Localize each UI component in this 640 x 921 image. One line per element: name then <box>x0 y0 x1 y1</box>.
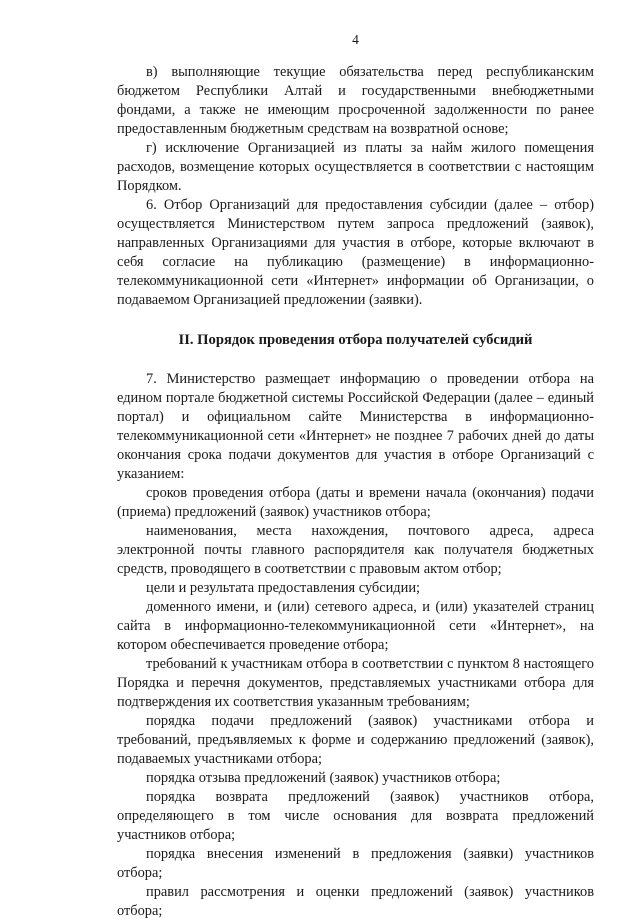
list-item-domain-name: доменного имени, и (или) сетевого адреса, и (или) указателей страниц сайта в информационно-телекоммуникационной сети «Интернет», на котором обеспечивается проведение отбора; <box>117 599 594 653</box>
list-item-submission-order: порядка подачи предложений (заявок) участниками отбора и требований, предъявляемых к форме и содержанию предложений (заявок), подаваемых участниками отбора; <box>117 713 594 767</box>
section-title: II. Порядок проведения отбора получателей субсидий <box>178 332 533 348</box>
paragraph-6: 6. Отбор Организаций для предоставления субсидии (далее – отбор) осуществляется Министерством путем запроса предложений (заявок), направленных Организациями для участия в отборе, которые включают в себя согласие на публикацию (размещение) в информационно-телекоммуникационной сети «Интернет» информации об Организации, о подаваемом Организацией предложении (заявки). <box>117 197 594 308</box>
list-item-organizer-details: наименования, места нахождения, почтового адреса, адреса электронной почты главного распорядителя как получателя бюджетных средств, проводящего в соответствии с правовым актом отбор; <box>117 523 594 577</box>
list-item-return-order: порядка возврата предложений (заявок) участников отбора, определяющего в том числе основания для возврата предложений участников отбора; <box>117 789 594 843</box>
paragraph-g: г) исключение Организацией из платы за найм жилого помещения расходов, возмещение которых осуществляется в соответствии с настоящим Порядком. <box>117 140 594 194</box>
list-item-requirements: требований к участникам отбора в соответствии с пунктом 8 настоящего Порядка и перечня документов, представляемых участниками отбора для подтверждения их соответствия указанным требованиям; <box>117 656 594 710</box>
paragraph-v: в) выполняющие текущие обязательства перед республиканским бюджетом Республики Алтай и государственными внебюджетными фондами, а также не имеющим просроченной задолженности по ранее предоставленным бюджетным средствам на возвратной основе; <box>117 64 594 137</box>
list-item-deadlines: сроков проведения отбора (даты и времени начала (окончания) подачи (приема) предложений (заявок) участников отбора; <box>117 485 594 520</box>
page-number: 4 <box>352 32 359 47</box>
paragraph-7: 7. Министерство размещает информацию о проведении отбора на едином портале бюджетной системы Российской Федерации (далее – единый портал) и официальном сайте Министерства в информационно-телекоммуникационной сети «Интернет» не позднее 7 рабочих дней до даты окончания срока подачи документов для участия в отборе Организаций с указанием: <box>117 371 594 482</box>
list-item-review-rules: правил рассмотрения и оценки предложений (заявок) участников отбора; <box>117 884 594 919</box>
list-item-amendment-order: порядка внесения изменений в предложения (заявки) участников отбора; <box>117 846 594 881</box>
list-item-withdrawal-order: порядка отзыва предложений (заявок) участников отбора; <box>146 770 501 786</box>
list-item-goals: цели и результата предоставления субсидии; <box>146 580 421 596</box>
